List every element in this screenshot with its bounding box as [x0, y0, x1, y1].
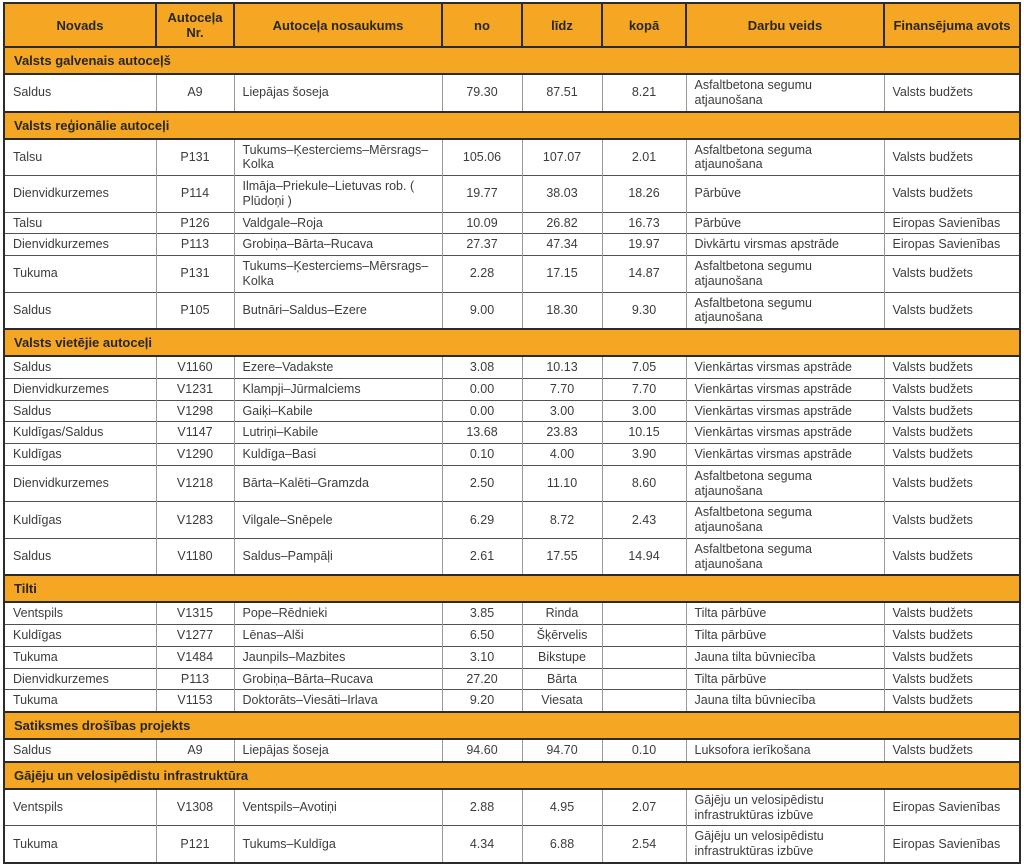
cell-finansejuma-avots: Valsts budžets: [884, 256, 1020, 293]
section-row: [4, 329, 1020, 356]
cell-autocela-nosaukums: Pope–Rēdnieki: [234, 602, 442, 624]
cell-no: 2.88: [442, 789, 522, 826]
cell-kopa: 10.15: [602, 422, 686, 444]
cell-darbu-veids: Tilta pārbūve: [686, 668, 884, 690]
cell-lidz: 3.00: [522, 400, 602, 422]
cell-finansejuma-avots: Eiropas Savienības: [884, 234, 1020, 256]
cell-autocela-nr: P105: [156, 292, 234, 329]
cell-darbu-veids: Asfaltbetona seguma atjaunošana: [686, 538, 884, 575]
header-row: [4, 3, 1020, 47]
cell-autocela-nr: P121: [156, 826, 234, 863]
cell-darbu-veids: Divkārtu virsmas apstrāde: [686, 234, 884, 256]
cell-autocela-nr: V1153: [156, 690, 234, 712]
cell-autocela-nr: P113: [156, 668, 234, 690]
cell-darbu-veids: Asfaltbetona seguma atjaunošana: [686, 502, 884, 539]
cell-autocela-nosaukums: Butnāri–Saldus–Ezere: [234, 292, 442, 329]
cell-darbu-veids: Vienkārtas virsmas apstrāde: [686, 378, 884, 400]
cell-novads: Talsu: [4, 139, 156, 176]
cell-finansejuma-avots: Eiropas Savienības: [884, 789, 1020, 826]
column-header-no: no: [442, 3, 522, 47]
column-header-autocela-nosaukums: Autoceļa nosaukums: [234, 3, 442, 47]
cell-autocela-nr: A9: [156, 74, 234, 112]
table-row: [4, 139, 1020, 176]
cell-kopa: 19.97: [602, 234, 686, 256]
table-row: [4, 378, 1020, 400]
cell-lidz: Viesata: [522, 690, 602, 712]
cell-novads: Tukuma: [4, 256, 156, 293]
cell-novads: Talsu: [4, 212, 156, 234]
cell-autocela-nr: P131: [156, 256, 234, 293]
cell-novads: Dienvidkurzemes: [4, 668, 156, 690]
cell-no: 6.50: [442, 625, 522, 647]
cell-darbu-veids: Asfaltbetona segumu atjaunošana: [686, 256, 884, 293]
table-row: [4, 668, 1020, 690]
cell-darbu-veids: Luksofora ierīkošana: [686, 739, 884, 762]
cell-finansejuma-avots: Valsts budžets: [884, 739, 1020, 762]
table-header: [4, 3, 1020, 47]
cell-darbu-veids: Jauna tilta būvniecība: [686, 646, 884, 668]
cell-autocela-nr: V1147: [156, 422, 234, 444]
table-row: [4, 646, 1020, 668]
cell-darbu-veids: Vienkārtas virsmas apstrāde: [686, 400, 884, 422]
table-row: [4, 465, 1020, 502]
cell-novads: Dienvidkurzemes: [4, 234, 156, 256]
cell-kopa: [602, 625, 686, 647]
cell-kopa: 7.70: [602, 378, 686, 400]
cell-autocela-nosaukums: Gaiķi–Kabile: [234, 400, 442, 422]
table-row: [4, 212, 1020, 234]
cell-autocela-nr: V1308: [156, 789, 234, 826]
cell-no: 2.28: [442, 256, 522, 293]
cell-autocela-nr: P126: [156, 212, 234, 234]
cell-finansejuma-avots: Eiropas Savienības: [884, 212, 1020, 234]
cell-autocela-nosaukums: Tukums–Kuldīga: [234, 826, 442, 863]
cell-autocela-nosaukums: Liepājas šoseja: [234, 74, 442, 112]
cell-novads: Tukuma: [4, 646, 156, 668]
cell-finansejuma-avots: Valsts budžets: [884, 690, 1020, 712]
cell-autocela-nr: V1231: [156, 378, 234, 400]
table-row: [4, 602, 1020, 624]
cell-darbu-veids: Pārbūve: [686, 212, 884, 234]
cell-no: 3.08: [442, 356, 522, 378]
column-header-finansejuma-avots: Finansējuma avots: [884, 3, 1020, 47]
cell-kopa: 16.73: [602, 212, 686, 234]
table-row: [4, 234, 1020, 256]
cell-kopa: 14.94: [602, 538, 686, 575]
cell-darbu-veids: Vienkārtas virsmas apstrāde: [686, 356, 884, 378]
cell-darbu-veids: Asfaltbetona seguma atjaunošana: [686, 139, 884, 176]
cell-finansejuma-avots: Valsts budžets: [884, 602, 1020, 624]
table-row: [4, 739, 1020, 762]
cell-kopa: 2.07: [602, 789, 686, 826]
cell-novads: Saldus: [4, 400, 156, 422]
cell-lidz: 47.34: [522, 234, 602, 256]
cell-autocela-nr: P113: [156, 234, 234, 256]
cell-autocela-nosaukums: Kuldīga–Basi: [234, 444, 442, 466]
cell-lidz: 107.07: [522, 139, 602, 176]
cell-lidz: 87.51: [522, 74, 602, 112]
cell-autocela-nosaukums: Valdgale–Roja: [234, 212, 442, 234]
table-row: [4, 176, 1020, 213]
cell-autocela-nr: P131: [156, 139, 234, 176]
cell-no: 9.00: [442, 292, 522, 329]
column-header-lidz: līdz: [522, 3, 602, 47]
cell-finansejuma-avots: Eiropas Savienības: [884, 826, 1020, 863]
section-title: Tilti: [4, 575, 1020, 602]
cell-autocela-nr: V1484: [156, 646, 234, 668]
cell-finansejuma-avots: Valsts budžets: [884, 422, 1020, 444]
cell-lidz: Bārta: [522, 668, 602, 690]
table-row: [4, 400, 1020, 422]
cell-finansejuma-avots: Valsts budžets: [884, 646, 1020, 668]
cell-lidz: 26.82: [522, 212, 602, 234]
cell-autocela-nosaukums: Grobiņa–Bārta–Rucava: [234, 234, 442, 256]
cell-kopa: 7.05: [602, 356, 686, 378]
cell-lidz: 38.03: [522, 176, 602, 213]
section-row: [4, 575, 1020, 602]
cell-finansejuma-avots: Valsts budžets: [884, 356, 1020, 378]
cell-no: 27.37: [442, 234, 522, 256]
cell-autocela-nr: V1180: [156, 538, 234, 575]
cell-lidz: 17.15: [522, 256, 602, 293]
cell-novads: Saldus: [4, 739, 156, 762]
cell-autocela-nr: V1160: [156, 356, 234, 378]
section-row: [4, 712, 1020, 739]
cell-autocela-nosaukums: Tukums–Ķesterciems–Mērsrags–Kolka: [234, 139, 442, 176]
cell-darbu-veids: Vienkārtas virsmas apstrāde: [686, 444, 884, 466]
cell-no: 2.61: [442, 538, 522, 575]
cell-darbu-veids: Asfaltbetona seguma atjaunošana: [686, 465, 884, 502]
column-header-autocela-nr: Autoceļa Nr.: [156, 3, 234, 47]
cell-no: 27.20: [442, 668, 522, 690]
cell-no: 0.00: [442, 378, 522, 400]
cell-lidz: 10.13: [522, 356, 602, 378]
section-title: Valsts reģionālie autoceļi: [4, 112, 1020, 139]
table-row: [4, 356, 1020, 378]
cell-no: 9.20: [442, 690, 522, 712]
cell-finansejuma-avots: Valsts budžets: [884, 74, 1020, 112]
cell-novads: Saldus: [4, 538, 156, 575]
table-body: [4, 47, 1020, 863]
cell-no: 0.10: [442, 444, 522, 466]
cell-finansejuma-avots: Valsts budžets: [884, 502, 1020, 539]
cell-kopa: 14.87: [602, 256, 686, 293]
cell-autocela-nr: V1290: [156, 444, 234, 466]
cell-novads: Dienvidkurzemes: [4, 176, 156, 213]
cell-no: 0.00: [442, 400, 522, 422]
cell-novads: Saldus: [4, 74, 156, 112]
cell-kopa: [602, 602, 686, 624]
cell-kopa: 8.21: [602, 74, 686, 112]
section-title: Valsts vietējie autoceļi: [4, 329, 1020, 356]
cell-autocela-nosaukums: Grobiņa–Bārta–Rucava: [234, 668, 442, 690]
cell-kopa: 3.00: [602, 400, 686, 422]
section-row: [4, 47, 1020, 74]
cell-lidz: 4.00: [522, 444, 602, 466]
cell-autocela-nr: V1298: [156, 400, 234, 422]
cell-lidz: 18.30: [522, 292, 602, 329]
cell-finansejuma-avots: Valsts budžets: [884, 668, 1020, 690]
column-header-darbu-veids: Darbu veids: [686, 3, 884, 47]
cell-autocela-nosaukums: Saldus–Pampāļi: [234, 538, 442, 575]
cell-autocela-nosaukums: Doktorāts–Viesāti–Irlava: [234, 690, 442, 712]
section-title: Satiksmes drošības projekts: [4, 712, 1020, 739]
cell-lidz: 17.55: [522, 538, 602, 575]
cell-autocela-nr: V1218: [156, 465, 234, 502]
cell-darbu-veids: Tilta pārbūve: [686, 602, 884, 624]
cell-finansejuma-avots: Valsts budžets: [884, 465, 1020, 502]
cell-kopa: [602, 690, 686, 712]
cell-kopa: [602, 668, 686, 690]
cell-kopa: 2.43: [602, 502, 686, 539]
cell-novads: Kuldīgas/Saldus: [4, 422, 156, 444]
cell-finansejuma-avots: Valsts budžets: [884, 139, 1020, 176]
cell-novads: Kuldīgas: [4, 444, 156, 466]
cell-no: 13.68: [442, 422, 522, 444]
cell-darbu-veids: Tilta pārbūve: [686, 625, 884, 647]
cell-novads: Tukuma: [4, 826, 156, 863]
cell-darbu-veids: Asfaltbetona segumu atjaunošana: [686, 74, 884, 112]
cell-novads: Saldus: [4, 356, 156, 378]
cell-novads: Ventspils: [4, 602, 156, 624]
cell-lidz: Bikstupe: [522, 646, 602, 668]
cell-finansejuma-avots: Valsts budžets: [884, 538, 1020, 575]
cell-finansejuma-avots: Valsts budžets: [884, 400, 1020, 422]
cell-lidz: 23.83: [522, 422, 602, 444]
cell-lidz: 7.70: [522, 378, 602, 400]
cell-darbu-veids: Jauna tilta būvniecība: [686, 690, 884, 712]
cell-autocela-nr: V1315: [156, 602, 234, 624]
cell-lidz: 4.95: [522, 789, 602, 826]
section-title: Gājēju un velosipēdistu infrastruktūra: [4, 762, 1020, 789]
cell-darbu-veids: Pārbūve: [686, 176, 884, 213]
cell-autocela-nr: V1277: [156, 625, 234, 647]
cell-kopa: 18.26: [602, 176, 686, 213]
cell-lidz: 6.88: [522, 826, 602, 863]
cell-darbu-veids: Asfaltbetona segumu atjaunošana: [686, 292, 884, 329]
cell-novads: Kuldīgas: [4, 502, 156, 539]
cell-autocela-nosaukums: Ventspils–Avotiņi: [234, 789, 442, 826]
cell-novads: Dienvidkurzemes: [4, 378, 156, 400]
cell-finansejuma-avots: Valsts budžets: [884, 444, 1020, 466]
section-row: [4, 112, 1020, 139]
cell-novads: Dienvidkurzemes: [4, 465, 156, 502]
cell-lidz: 11.10: [522, 465, 602, 502]
cell-kopa: [602, 646, 686, 668]
cell-novads: Tukuma: [4, 690, 156, 712]
cell-no: 3.10: [442, 646, 522, 668]
section-title: Valsts galvenais autoceļš: [4, 47, 1020, 74]
cell-finansejuma-avots: Valsts budžets: [884, 378, 1020, 400]
cell-autocela-nr: A9: [156, 739, 234, 762]
cell-kopa: 0.10: [602, 739, 686, 762]
cell-no: 79.30: [442, 74, 522, 112]
table-row: [4, 422, 1020, 444]
cell-finansejuma-avots: Valsts budžets: [884, 625, 1020, 647]
table-row: [4, 444, 1020, 466]
cell-novads: Kuldīgas: [4, 625, 156, 647]
cell-finansejuma-avots: Valsts budžets: [884, 176, 1020, 213]
table-row: [4, 625, 1020, 647]
column-header-kopa: kopā: [602, 3, 686, 47]
cell-lidz: 94.70: [522, 739, 602, 762]
cell-autocela-nosaukums: Ezere–Vadakste: [234, 356, 442, 378]
cell-darbu-veids: Gājēju un velosipēdistu infrastruktūras izbūve: [686, 826, 884, 863]
table-row: [4, 256, 1020, 293]
cell-autocela-nosaukums: Bārta–Kalēti–Gramzda: [234, 465, 442, 502]
cell-lidz: Šķērvelis: [522, 625, 602, 647]
section-row: [4, 762, 1020, 789]
projects-table: [3, 2, 1021, 864]
table-row: [4, 826, 1020, 863]
cell-novads: Ventspils: [4, 789, 156, 826]
cell-no: 6.29: [442, 502, 522, 539]
cell-no: 3.85: [442, 602, 522, 624]
cell-darbu-veids: Vienkārtas virsmas apstrāde: [686, 422, 884, 444]
table-row: [4, 74, 1020, 112]
cell-no: 105.06: [442, 139, 522, 176]
cell-lidz: 8.72: [522, 502, 602, 539]
cell-no: 94.60: [442, 739, 522, 762]
cell-kopa: 2.01: [602, 139, 686, 176]
cell-autocela-nosaukums: Lutriņi–Kabile: [234, 422, 442, 444]
cell-no: 19.77: [442, 176, 522, 213]
cell-no: 2.50: [442, 465, 522, 502]
cell-finansejuma-avots: Valsts budžets: [884, 292, 1020, 329]
table-row: [4, 538, 1020, 575]
cell-kopa: 3.90: [602, 444, 686, 466]
cell-kopa: 8.60: [602, 465, 686, 502]
cell-autocela-nosaukums: Tukums–Ķesterciems–Mērsrags–Kolka: [234, 256, 442, 293]
cell-autocela-nosaukums: Liepājas šoseja: [234, 739, 442, 762]
cell-autocela-nosaukums: Jaunpils–Mazbites: [234, 646, 442, 668]
cell-lidz: Rinda: [522, 602, 602, 624]
column-header-novads: Novads: [4, 3, 156, 47]
cell-kopa: 2.54: [602, 826, 686, 863]
table-row: [4, 789, 1020, 826]
cell-autocela-nosaukums: Lēnas–Alši: [234, 625, 442, 647]
cell-autocela-nr: P114: [156, 176, 234, 213]
cell-no: 10.09: [442, 212, 522, 234]
cell-kopa: 9.30: [602, 292, 686, 329]
cell-autocela-nosaukums: Ilmāja–Priekule–Lietuvas rob. ( Plūdoņi ): [234, 176, 442, 213]
cell-autocela-nosaukums: Klampji–Jūrmalciems: [234, 378, 442, 400]
cell-darbu-veids: Gājēju un velosipēdistu infrastruktūras izbūve: [686, 789, 884, 826]
cell-autocela-nosaukums: Vilgale–Snēpele: [234, 502, 442, 539]
cell-autocela-nr: V1283: [156, 502, 234, 539]
table-row: [4, 690, 1020, 712]
cell-no: 4.34: [442, 826, 522, 863]
cell-novads: Saldus: [4, 292, 156, 329]
table-row: [4, 502, 1020, 539]
table-row: [4, 292, 1020, 329]
